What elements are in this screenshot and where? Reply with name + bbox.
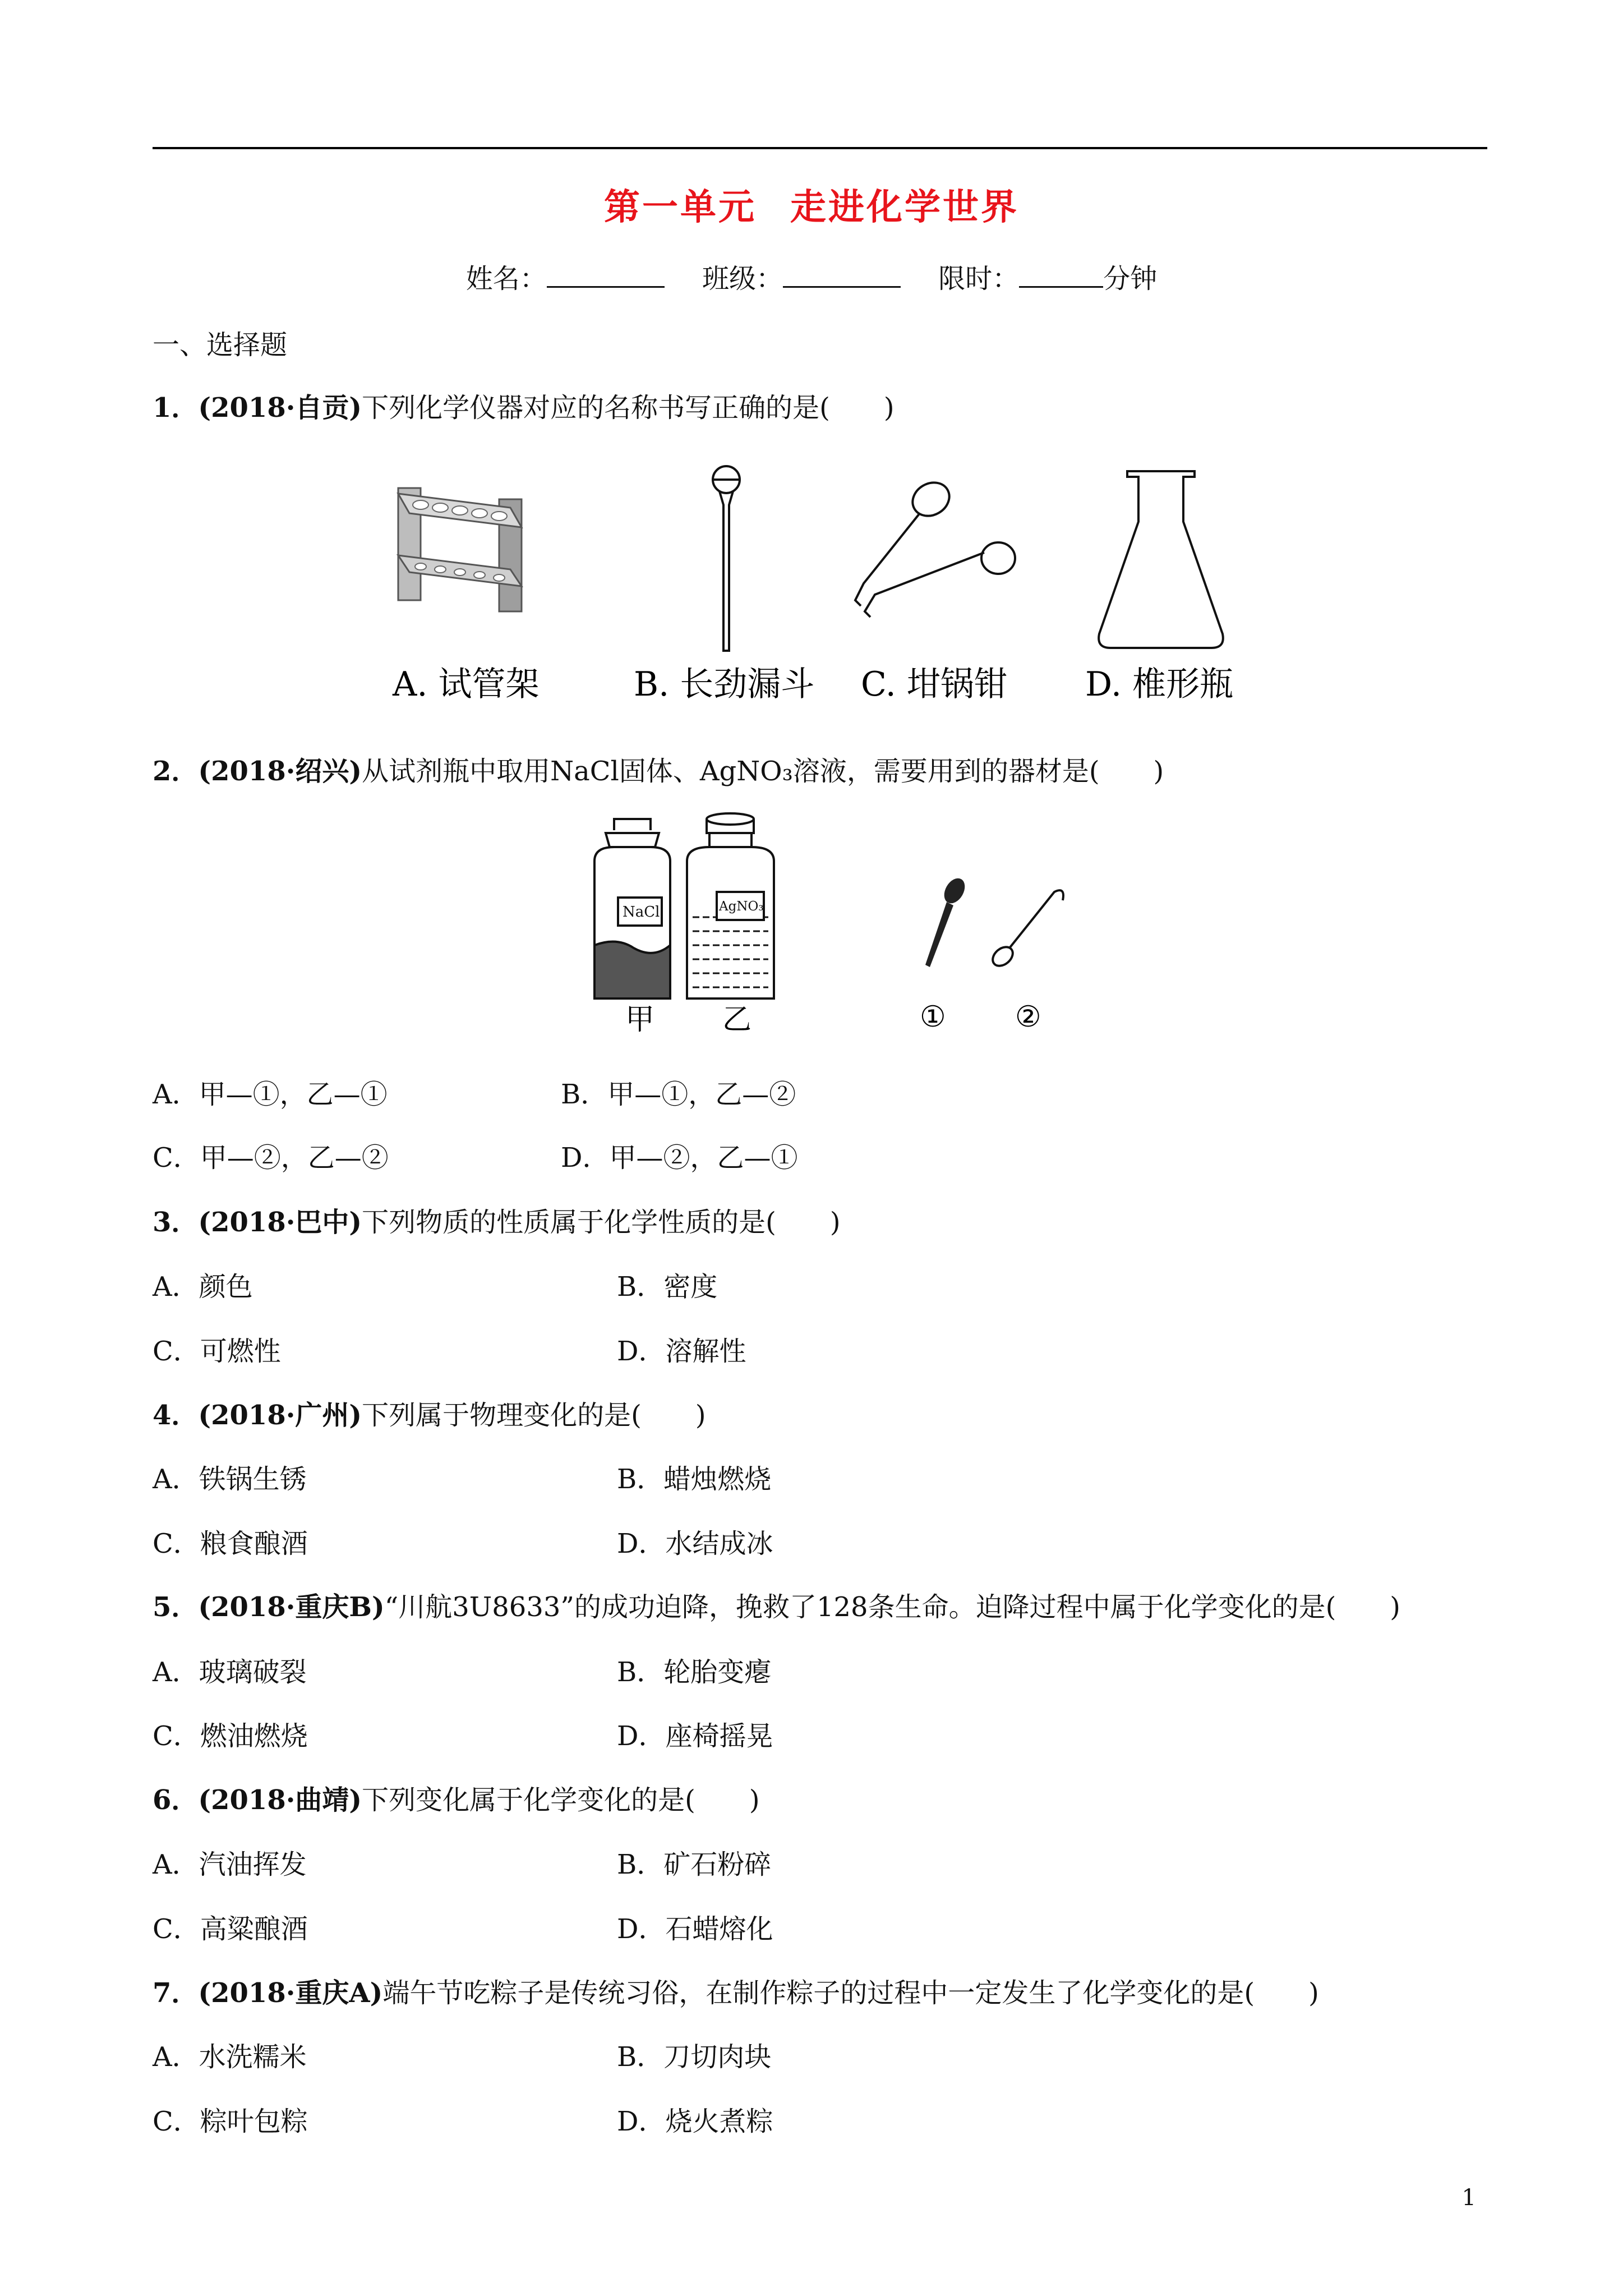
agno3-label: AgNO₃ (719, 899, 764, 914)
dropper-icon (925, 875, 969, 967)
q3-option-c[interactable]: C．可燃性 (153, 1336, 281, 1367)
q2-option-d[interactable]: D．甲—②，乙—① (561, 1142, 798, 1174)
q5-option-d[interactable]: D．座椅摇晃 (617, 1720, 773, 1752)
student-info (0, 257, 1623, 296)
page-title (0, 178, 1623, 230)
q1-label-b: B. 长劲漏斗 (634, 665, 815, 704)
test-tube-rack-icon (398, 488, 522, 611)
question-1: 1．(2018·自贡)下列化学仪器对应的名称书写正确的是( ) (153, 392, 895, 424)
question-5: 5．(2018·重庆B)“川航3U8633”的成功迫降，挽救了128条生命。迫降过程中属于化学变化的是( ) (153, 1591, 1401, 1623)
question-4: 4．(2018·广州)下列属于物理变化的是( ) (153, 1400, 706, 1431)
question-7: 7．(2018·重庆A)端午节吃粽子是传统习俗，在制作粽子的过程中一定发生了化学变化的是( ) (153, 1977, 1319, 2009)
q5-option-a[interactable]: A．玻璃破裂 (153, 1657, 307, 1688)
q6-option-c[interactable]: C．高粱酿酒 (153, 1913, 308, 1945)
question-6: 6．(2018·曲靖)下列变化属于化学变化的是( ) (153, 1784, 760, 1816)
class-field[interactable]: 班级： (702, 263, 901, 295)
q1-figure (381, 454, 1267, 712)
crucible-tongs-icon (855, 476, 1015, 617)
title-unit: 第一单元 (604, 186, 757, 228)
q6-option-a[interactable]: A．汽油挥发 (153, 1849, 307, 1880)
q4-option-b[interactable]: B．蜡烛燃烧 (617, 1464, 772, 1495)
q7-option-d[interactable]: D．烧火煮粽 (617, 2106, 773, 2137)
bottle-yi-label: 乙 (722, 1003, 752, 1037)
q4-option-c[interactable]: C．粮食酿酒 (153, 1528, 308, 1559)
nacl-label: NaCl (623, 904, 660, 921)
bottle-jia-label: 甲 (625, 1003, 655, 1037)
q7-option-b[interactable]: B．刀切肉块 (617, 2041, 772, 2073)
agno3-bottle-icon (687, 813, 774, 999)
q6-option-d[interactable]: D．石蜡熔化 (617, 1913, 773, 1945)
q2-option-b[interactable]: B．甲—①，乙—② (561, 1079, 796, 1110)
q2-option-a[interactable]: A．甲—①，乙—① (153, 1079, 388, 1110)
name-field[interactable]: 姓名： (466, 263, 665, 295)
tool-1-label: ① (920, 1000, 946, 1034)
q7-option-c[interactable]: C．粽叶包粽 (153, 2106, 308, 2137)
funnel-icon (713, 466, 740, 651)
q1-label-c: C. 坩锅钳 (861, 665, 1008, 704)
tool-2-label: ② (1015, 1000, 1041, 1034)
q3-option-b[interactable]: B．密度 (617, 1271, 718, 1303)
q4-option-d[interactable]: D．水结成冰 (617, 1528, 773, 1559)
conical-flask-icon (1099, 471, 1223, 648)
question-3: 3．(2018·巴中)下列物质的性质属于化学性质的是( ) (153, 1207, 841, 1238)
q6-option-b[interactable]: B．矿石粉碎 (617, 1849, 772, 1880)
q3-option-a[interactable]: A．颜色 (153, 1271, 253, 1303)
section-heading: 一、选择题 (153, 329, 288, 361)
question-2: 2．(2018·绍兴)从试剂瓶中取用NaCl固体、AgNO₃溶液，需要用到的器材是( ) (153, 756, 1164, 787)
q5-option-c[interactable]: C．燃油燃烧 (153, 1720, 308, 1752)
time-limit-field[interactable]: 限时： 分钟 (938, 263, 1158, 295)
q2-figure (583, 808, 1077, 1038)
q1-label-d: D. 椎形瓶 (1085, 665, 1234, 704)
q3-option-d[interactable]: D．溶解性 (617, 1336, 746, 1367)
page-number: 1 (1461, 2185, 1476, 2211)
nacl-bottle-icon (594, 819, 670, 999)
q1-label-a: A. 试管架 (393, 665, 540, 704)
header-rule (153, 147, 1487, 149)
q7-option-a[interactable]: A．水洗糯米 (153, 2041, 307, 2073)
q4-option-a[interactable]: A．铁锅生锈 (153, 1464, 307, 1495)
q5-option-b[interactable]: B．轮胎变瘪 (617, 1657, 772, 1688)
spoon-icon (989, 890, 1063, 969)
title-topic: 走进化学世界 (790, 186, 1019, 228)
q2-option-c[interactable]: C．甲—②，乙—② (153, 1142, 389, 1174)
